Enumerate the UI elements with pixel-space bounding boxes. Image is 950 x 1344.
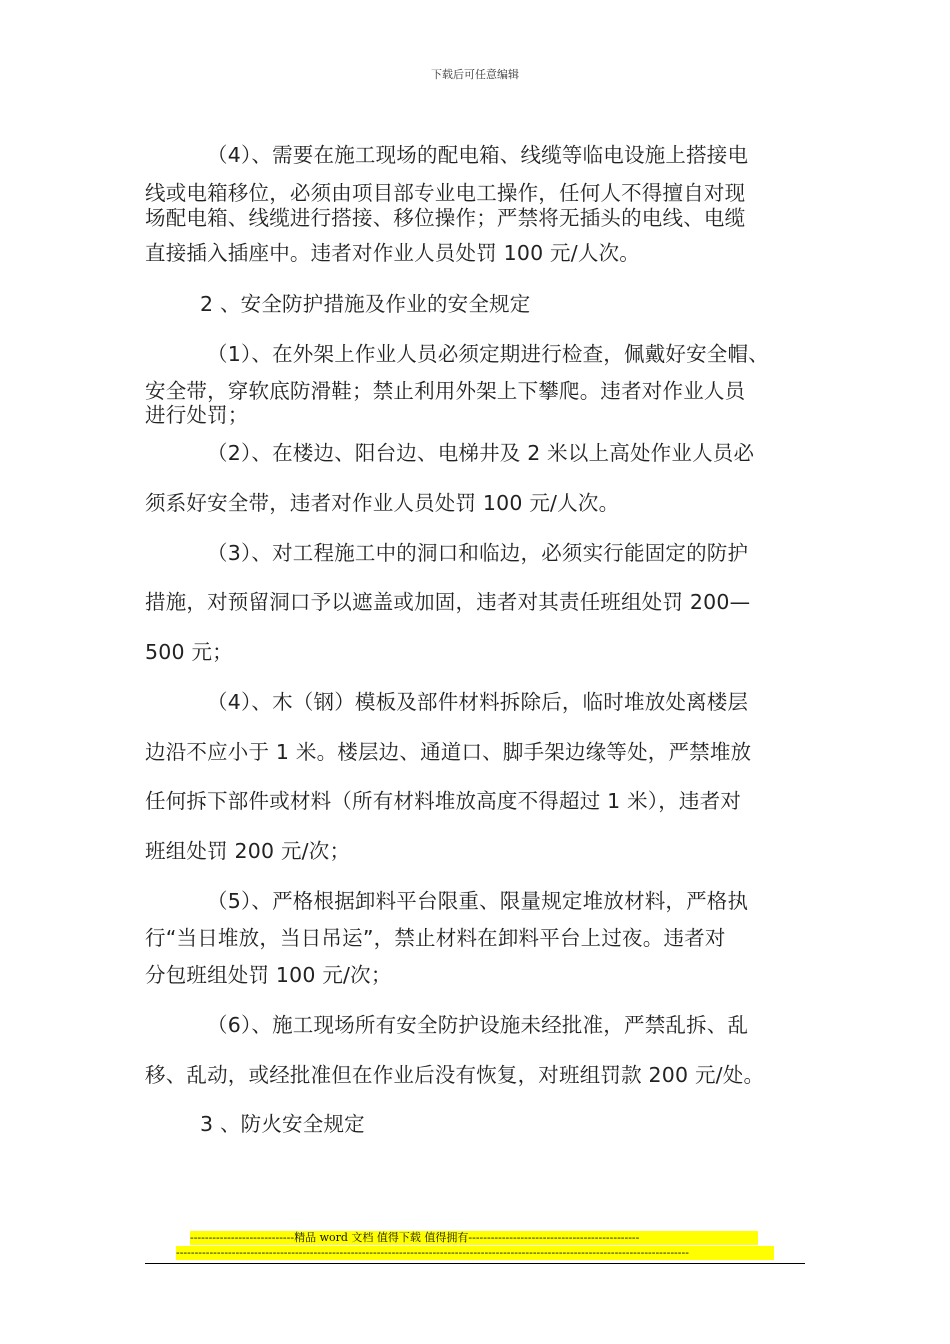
paragraph-line: （5）、严格根据卸料平台限重、限量规定堆放材料，严格执 bbox=[207, 889, 749, 913]
paragraph-line: 分包班组处罚 100 元/次； bbox=[145, 963, 392, 987]
footer-rule bbox=[145, 1263, 805, 1264]
paragraph-line: 500 元； bbox=[145, 640, 233, 664]
paragraph-line: 进行处罚； bbox=[145, 403, 249, 427]
paragraph-line: （1）、在外架上作业人员必须定期进行检查，佩戴好安全帽、 bbox=[207, 342, 769, 366]
paragraph-line: 班组处罚 200 元/次； bbox=[145, 839, 351, 863]
paragraph-line: （2）、在楼边、阳台边、电梯井及 2 米以上高处作业人员必 bbox=[207, 441, 755, 465]
paragraph-line: 边沿不应小于 1 米。楼层边、通道口、脚手架边缘等处，严禁堆放 bbox=[145, 740, 752, 764]
paragraph-line: 须系好安全带，违者对作业人员处罚 100 元/人次。 bbox=[145, 491, 620, 515]
paragraph-line: 任何拆下部件或材料（所有材料堆放高度不得超过 1 米），违者对 bbox=[145, 789, 742, 813]
footer-banner: ----------------------------精品 word 文档 值得下载 值得拥有---------------------------------------------- bbox=[190, 1231, 758, 1245]
paragraph-line: （6）、施工现场所有安全防护设施未经批准，严禁乱拆、乱 bbox=[207, 1013, 749, 1037]
paragraph-line: （4）、需要在施工现场的配电箱、线缆等临电设施上搭接电 bbox=[207, 143, 749, 167]
paragraph-line: 场配电箱、线缆进行搭接、移位操作；严禁将无插头的电线、电缆 bbox=[145, 206, 746, 230]
paragraph-line: 行“当日堆放，当日吊运”，禁止材料在卸料平台上过夜。违者对 bbox=[145, 926, 726, 950]
paragraph-line: 线或电箱移位，必须由项目部专业电工操作，任何人不得擅自对现 bbox=[145, 181, 746, 205]
page-header: 下载后可任意编辑 bbox=[431, 68, 519, 81]
paragraph-line: （4）、木（钢）模板及部件材料拆除后，临时堆放处离楼层 bbox=[207, 690, 749, 714]
section-heading: 2 、安全防护措施及作业的安全规定 bbox=[200, 292, 531, 316]
paragraph-line: 措施，对预留洞口予以遮盖或加固，违者对其责任班组处罚 200— bbox=[145, 590, 751, 614]
section-heading: 3 、防火安全规定 bbox=[200, 1112, 365, 1136]
paragraph-line: （3）、对工程施工中的洞口和临边，必须实行能固定的防护 bbox=[207, 541, 749, 565]
paragraph-line: 安全带，穿软底防滑鞋；禁止利用外架上下攀爬。违者对作业人员 bbox=[145, 379, 746, 403]
paragraph-line: 直接插入插座中。违者对作业人员处罚 100 元/人次。 bbox=[145, 241, 640, 265]
footer-dashes: ------------------------------------------------------------------------------------------------------------------------------------------ bbox=[176, 1246, 774, 1260]
paragraph-line: 移、乱动，或经批准但在作业后没有恢复，对班组罚款 200 元/处。 bbox=[145, 1063, 765, 1087]
